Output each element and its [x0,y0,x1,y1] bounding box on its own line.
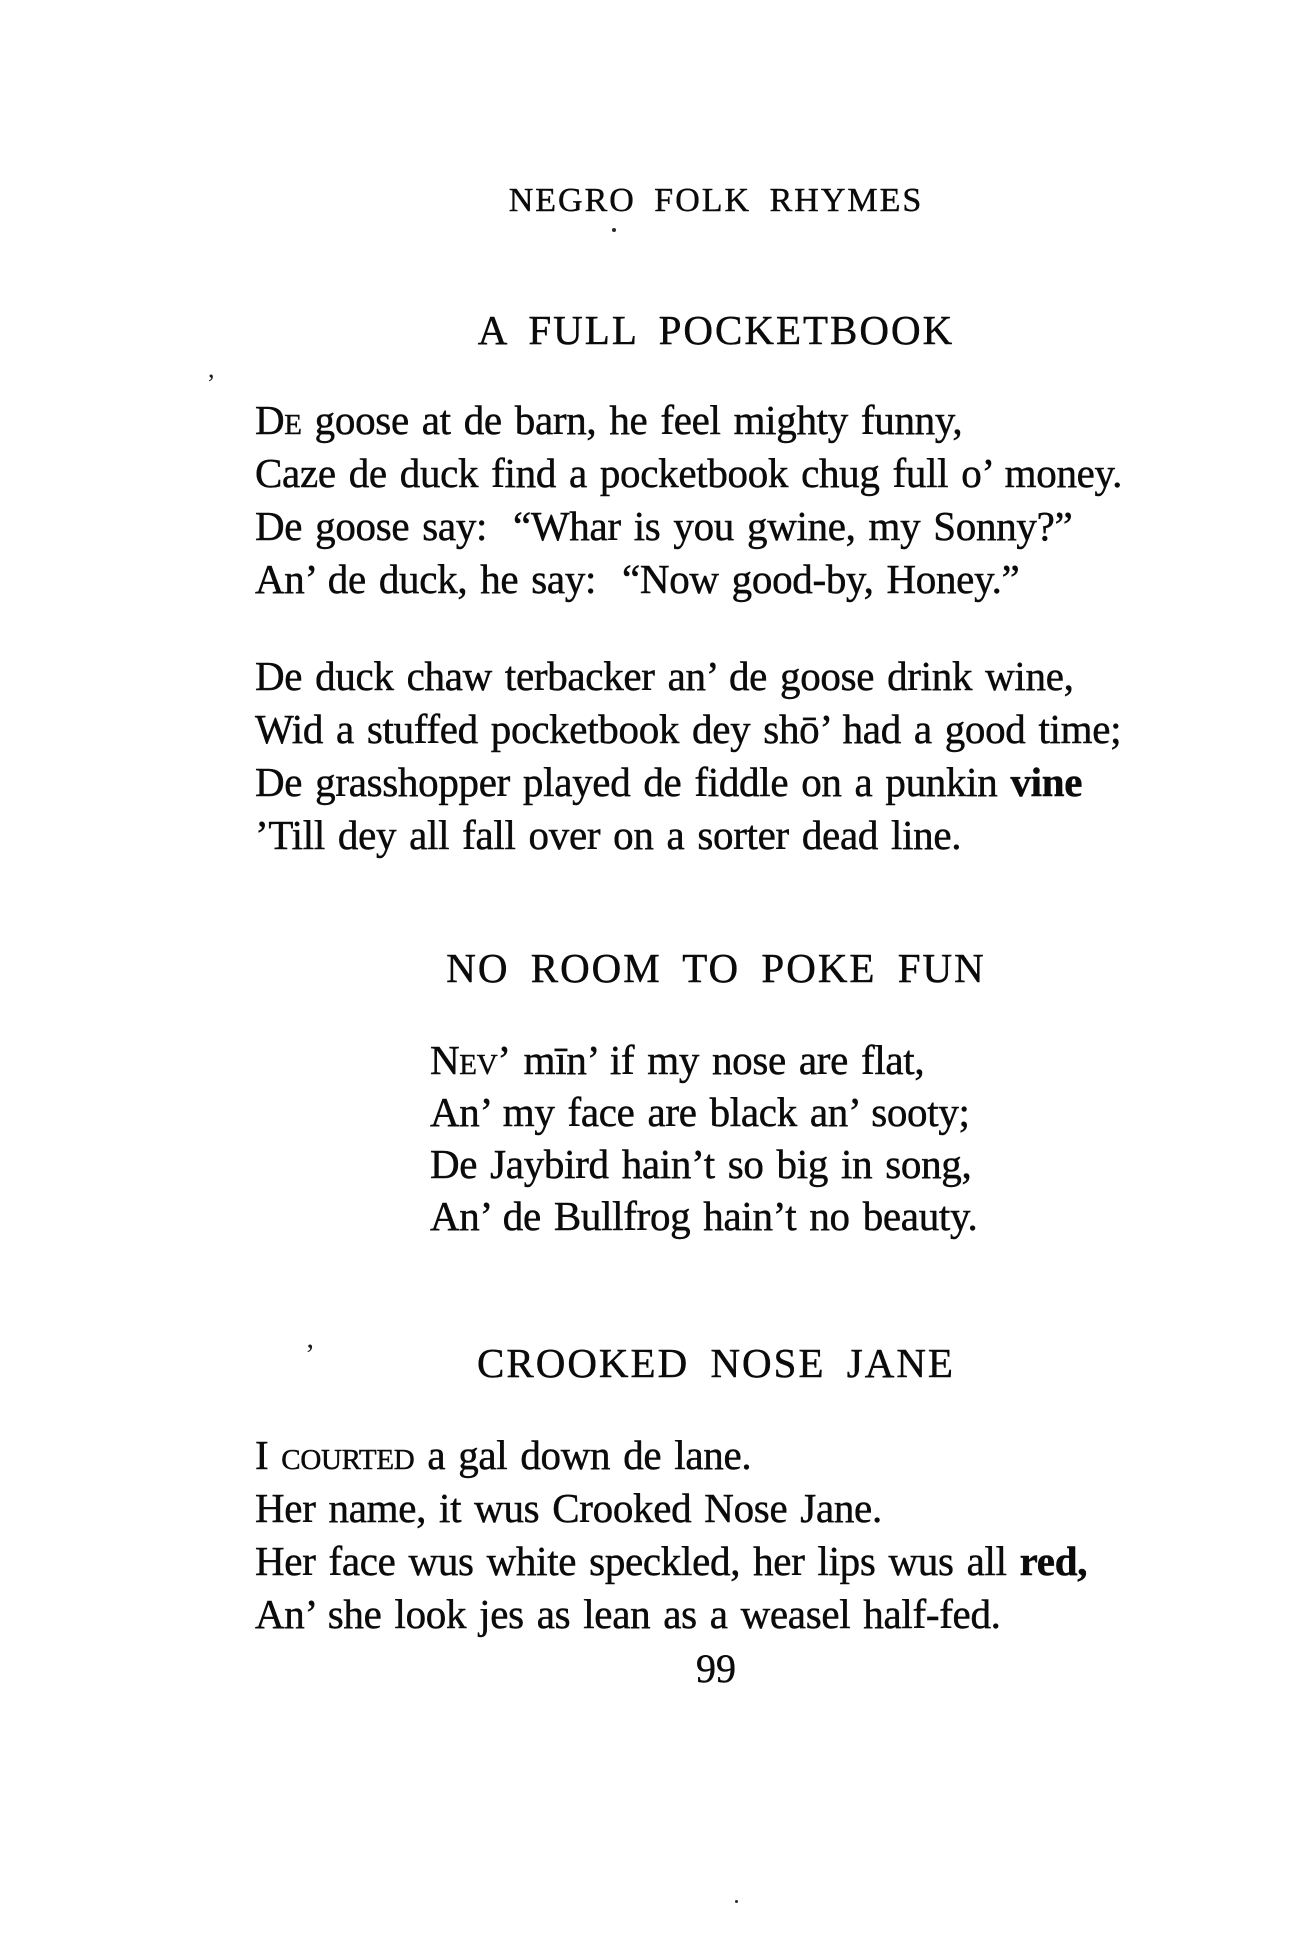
line-text: De Jaybird hain’t so big in song, [430,1141,972,1187]
line-text: mīn’ if my nose are flat, [510,1037,925,1083]
poem-line [255,1535,1087,1588]
poem-line [255,1429,1087,1482]
line-text: De grasshopper played de fiddle on a punkin [255,759,1011,805]
line-text: An’ she look jes as lean as a weasel half-fed. [255,1591,1001,1637]
poem-line [255,1482,1087,1535]
poem-line [430,1138,977,1190]
line-text: goose at de barn, he feel mighty funny, [301,397,963,443]
line-text: An’ my face are black an’ sooty; [430,1089,970,1135]
poem-line [255,650,1122,703]
small-caps-lead: De [255,397,302,443]
page-number: 99 [696,1646,736,1691]
small-caps-lead: Nev’ [430,1037,511,1083]
poem-line [255,703,1122,756]
line-text: Caze de duck find a pocketbook chug full o’ money. [255,450,1123,496]
poem-line [430,1190,977,1242]
stanza [255,394,1122,606]
running-header: NEGRO FOLK RHYMES [508,182,924,219]
poem-line [255,756,1122,809]
line-text: An’ de Bullfrog hain’t no beauty. [430,1193,978,1239]
poem-title: CROOKED NOSE JANE [477,1340,955,1386]
bold-word: red, [1019,1538,1088,1584]
line-text: Her name, it wus Crooked Nose Jane. [255,1485,882,1531]
scan-speck [612,228,616,232]
scan-speck: ’ [305,1338,315,1371]
poem-line [255,447,1122,500]
line-text: ’Till dey all fall over on a sorter dead line. [255,812,962,858]
poem-stanzas [255,394,1122,862]
small-caps-lead: I courted [255,1432,415,1478]
poem-line [255,500,1122,553]
scan-speck [735,1900,738,1903]
poem-line [430,1034,977,1086]
line-text: An’ de duck, he say: “Now good-by, Honey.” [255,556,1020,602]
line-text: a gal down de lane. [414,1432,752,1478]
line-text: Wid a stuffed pocketbook dey shō’ had a good time; [255,706,1122,752]
poem-line [255,1588,1087,1641]
poem-stanzas [430,1034,977,1242]
poem-line [255,809,1122,862]
line-text: De goose say: “Whar is you gwine, my Sonny?” [255,503,1073,549]
stanza [255,1429,1087,1641]
poem-line [255,394,1122,447]
line-text: De duck chaw terbacker an’ de goose drink wine, [255,653,1074,699]
stanza [255,650,1122,862]
stanza [430,1034,977,1242]
scan-speck: , [208,354,215,383]
line-text: Her face wus white speckled, her lips wus all [255,1538,1020,1584]
bold-word: vine [1010,759,1083,805]
poem-title: NO ROOM TO POKE FUN [446,945,986,991]
poem-line [430,1086,977,1138]
poem-stanzas [255,1429,1087,1641]
poem-title: A FULL POCKETBOOK [477,307,955,353]
poem-line [255,553,1122,606]
